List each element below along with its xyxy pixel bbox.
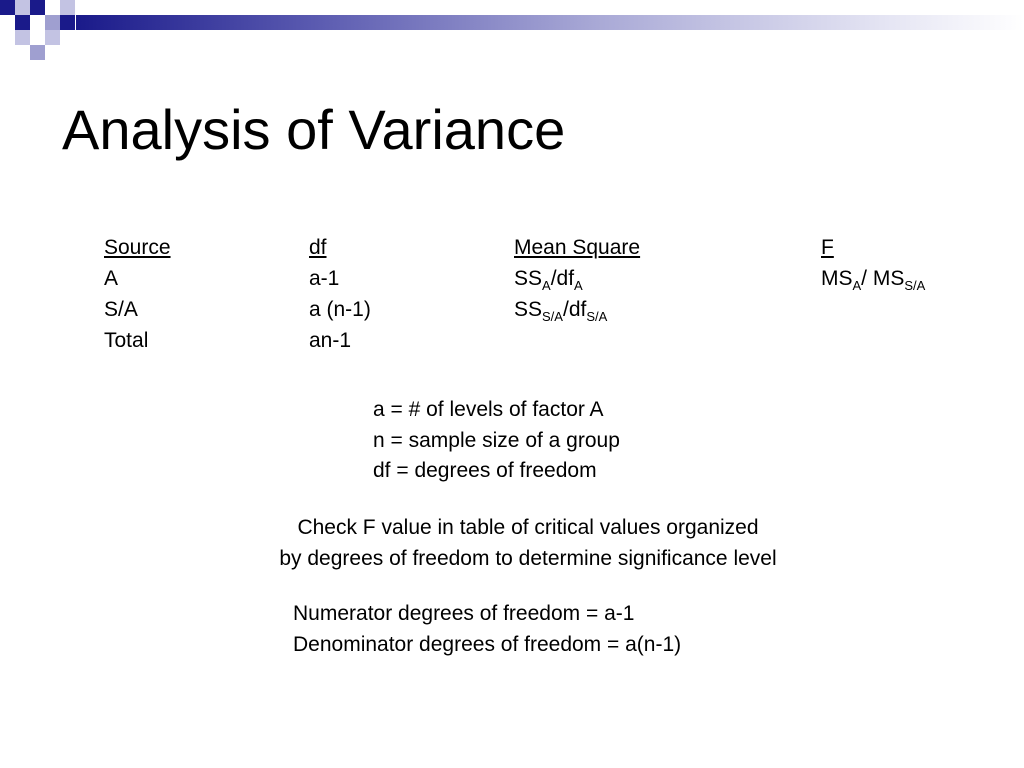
decor-square: [60, 15, 75, 30]
source-cell: Total: [104, 329, 149, 352]
decor-square: [30, 45, 45, 60]
header-gradient-bar: [76, 15, 1024, 30]
ms-divider: /df: [550, 267, 575, 290]
decor-square: [45, 15, 60, 30]
f-divider: / MS: [861, 267, 905, 290]
ms-subscript: S/A: [586, 309, 608, 324]
definition-line: a = # of levels of factor A: [373, 398, 604, 421]
mean-square-cell: [514, 296, 607, 323]
slide-title: Analysis of Variance: [62, 98, 566, 161]
f-base: MS: [821, 267, 853, 290]
corner-decoration: [0, 0, 1024, 70]
f-cell: [821, 265, 925, 292]
decor-square: [45, 30, 60, 45]
definition-line: df = degrees of freedom: [373, 459, 597, 482]
decor-square: [30, 0, 45, 15]
f-subscript: A: [852, 278, 862, 293]
note-line: Check F value in table of critical values organized: [297, 516, 759, 539]
decor-square: [15, 15, 30, 30]
decor-square: [60, 0, 75, 15]
ms-base: SS: [514, 267, 543, 290]
df-cell: a-1: [309, 267, 340, 290]
f-subscript: S/A: [904, 278, 926, 293]
decor-square: [0, 0, 15, 15]
header-f: F: [821, 236, 834, 259]
df-note-line: Numerator degrees of freedom = a-1: [293, 602, 635, 625]
note-line: by degrees of freedom to determine significance level: [279, 546, 777, 570]
source-cell: A: [104, 267, 119, 290]
decor-square: [45, 0, 60, 15]
df-cell: a (n-1): [309, 298, 371, 321]
ms-base: SS: [514, 298, 543, 321]
df-note-line: Denominator degrees of freedom = a(n-1): [293, 632, 682, 656]
header-df: df: [309, 236, 327, 259]
source-cell: S/A: [104, 298, 138, 321]
definitions-block: [373, 396, 620, 488]
header-source: Source: [104, 236, 171, 259]
ms-divider: /df: [562, 298, 587, 321]
ms-subscript: S/A: [542, 309, 563, 324]
definition-line: n = sample size of a group: [373, 428, 620, 452]
critical-values-note: [0, 514, 1024, 575]
degrees-of-freedom-notes: [293, 600, 681, 661]
ms-subscript: A: [542, 278, 551, 293]
mean-square-cell: [514, 265, 583, 292]
decor-square: [15, 30, 30, 45]
decor-square: [15, 0, 30, 15]
ms-subscript: A: [574, 278, 583, 293]
df-cell: an-1: [309, 329, 352, 352]
header-mean-square: Mean Square: [514, 236, 641, 259]
